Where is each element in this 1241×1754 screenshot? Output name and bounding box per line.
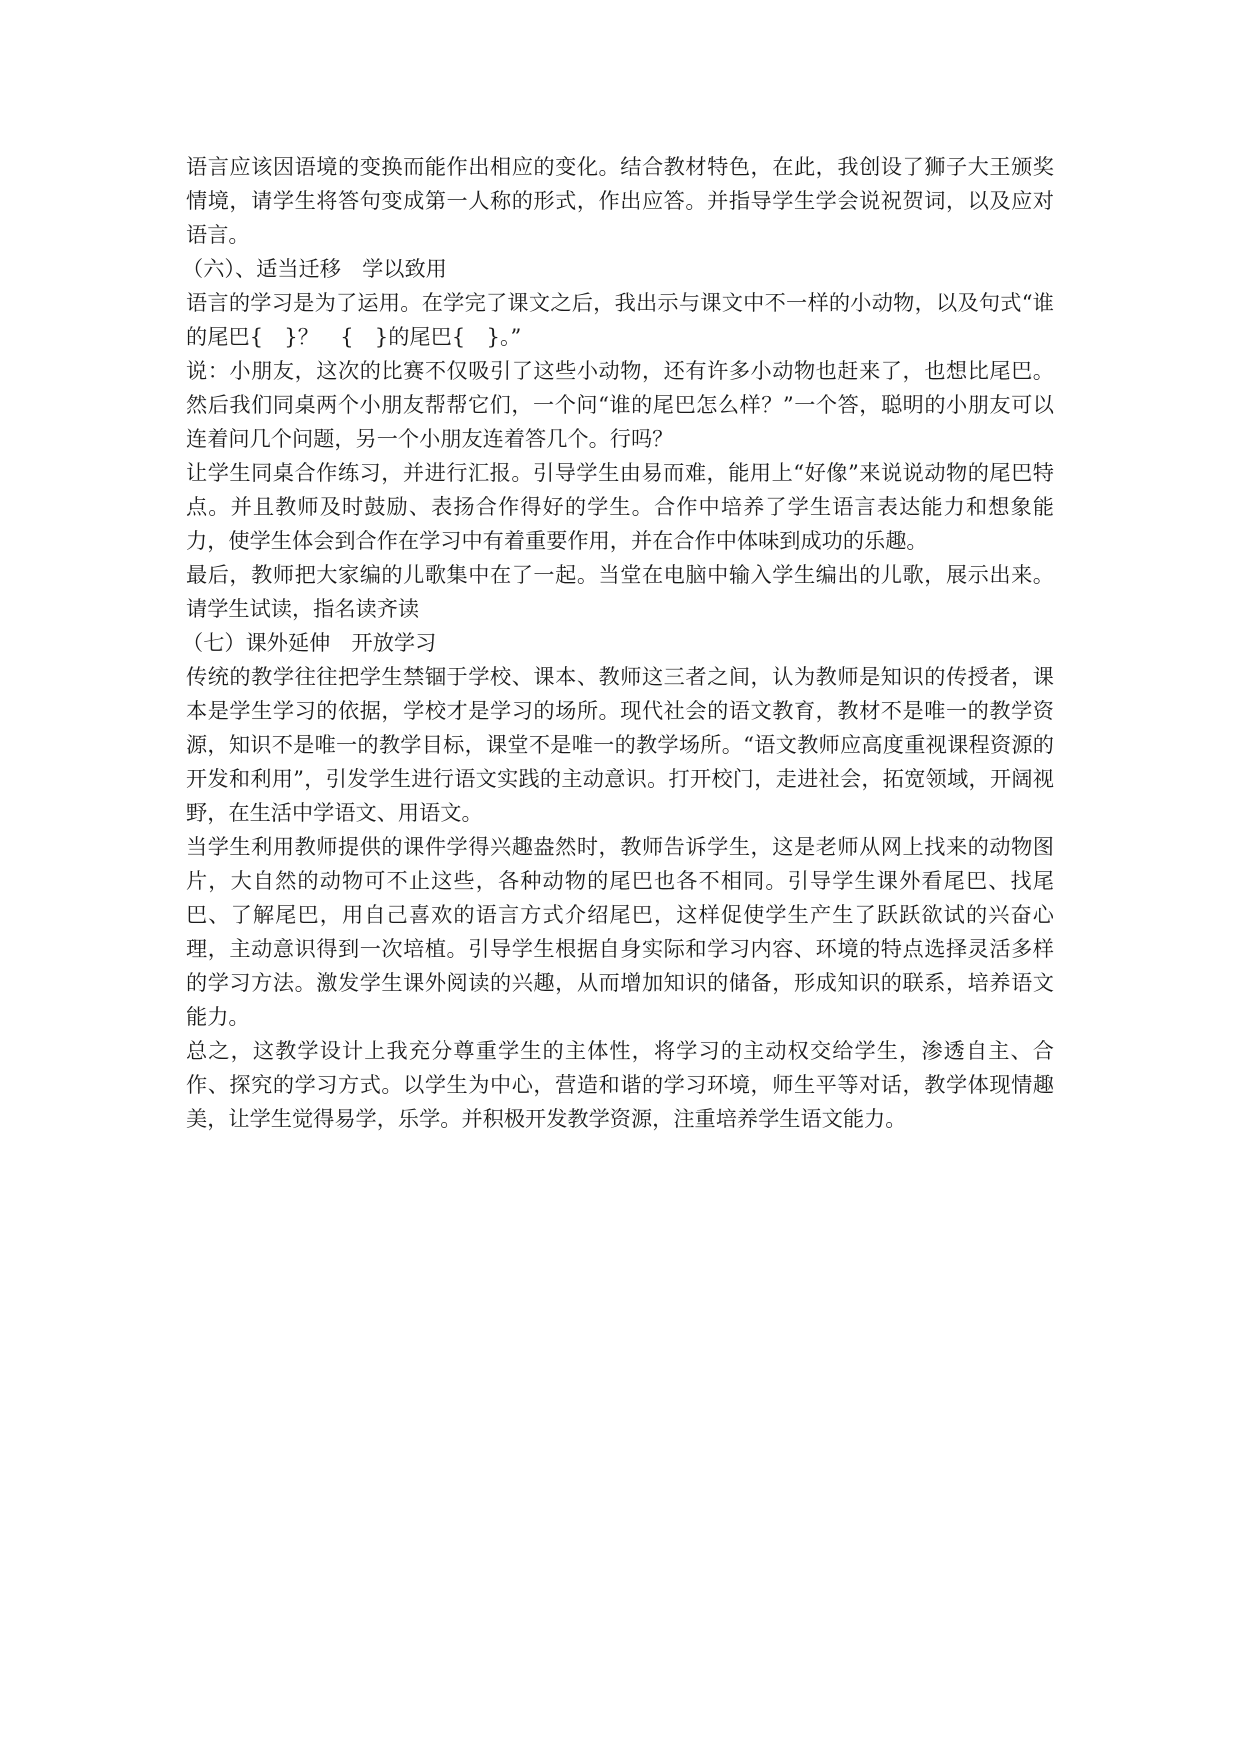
paragraph-teacher-says: 说：小朋友，这次的比赛不仅吸引了这些小动物，还有许多小动物也赶来了，也想比尾巴。然后我们同桌两个小朋友帮帮它们，一个问“谁的尾巴怎么样？”一个答，聪明的小朋友可以连着问几个问题，另一个小朋友连着答几个。行吗？ — [186, 358, 1054, 451]
section-heading-seven: （七）课外延伸 开放学习 — [182, 630, 437, 655]
paragraph-courseware-interest: 当学生利用教师提供的课件学得兴趣盎然时，教师告诉学生，这是老师从网上找来的动物图片，大自然的动物可不止这些，各种动物的尾巴也各不相同。引导学生课外看尾巴、找尾巴、了解尾巴，用自己喜欢的语言方式介绍尾巴，这样促使学生产生了跃跃欲试的兴奋心理，主动意识得到一次培植。引导学生根据自身实际和学习内容、环境的特点选择灵活多样的学习方法。激发学生课外阅读的兴趣，从而增加知识的储备，形成知识的联系，培养语文能力。 — [186, 834, 1054, 1029]
paragraph-group-practice: 让学生同桌合作练习，并进行汇报。引导学生由易而难，能用上“好像”来说说动物的尾巴特点。并且教师及时鼓励、表扬合作得好的学生。合作中培养了学生语言表达能力和想象能力，使学生体会到合作在学习中有着重要作用，并在合作中体味到成功的乐趣。 — [186, 460, 1054, 553]
paragraph-traditional-teaching: 传统的教学往往把学生禁锢于学校、课本、教师这三者之间，认为教师是知识的传授者，课本是学生学习的依据，学校才是学习的场所。现代社会的语文教育，教材不是唯一的教学资源，知识不是唯一的教学目标，课堂不是唯一的教学场所。“语文教师应高度重视课程资源的开发和利用”，引发学生进行语文实践的主动意识。打开校门，走进社会，拓宽领域，开阔视野，在生活中学语文、用语文。 — [186, 664, 1054, 825]
paragraph-nursery-rhyme: 最后，教师把大家编的儿歌集中在了一起。当堂在电脑中输入学生编出的儿歌，展示出来。请学生试读，指名读齐读 — [186, 562, 1054, 621]
paragraph-intro-context: 语言应该因语境的变换而能作出相应的变化。结合教材特色，在此，我创设了狮子大王颁奖情境，请学生将答句变成第一人称的形式，作出应答。并指导学生学会说祝贺词，以及应对语言。 — [186, 154, 1054, 247]
paragraph-summary: 总之，这教学设计上我充分尊重学生的主体性，将学习的主动权交给学生，渗透自主、合作、探究的学习方式。以学生为中心，营造和谐的学习环境，师生平等对话，教学体现情趣美，让学生觉得易学，乐学。并积极开发教学资源，注重培养学生语文能力。 — [186, 1038, 1054, 1131]
paragraph-language-use: 语言的学习是为了运用。在学完了课文之后，我出示与课文中不一样的小动物，以及句式“谁的尾巴{ }？ { }的尾巴{ }。” — [186, 290, 1054, 349]
section-heading-six: （六）、适当迁移 学以致用 — [182, 256, 447, 281]
document-body — [182, 150, 1054, 1136]
